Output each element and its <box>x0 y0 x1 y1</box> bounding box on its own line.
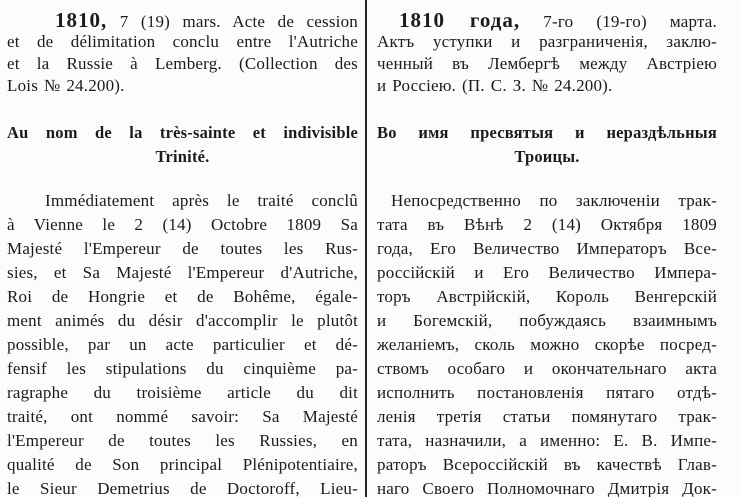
text-line: qualité de Son principal Plénipotentiaire, <box>7 455 358 474</box>
french-heading-first-line <box>7 9 358 31</box>
russian-subtitle <box>377 121 717 169</box>
text-line: Актъ уступки и разграниченія, заклю- <box>377 32 717 51</box>
russian-body-first-line: Непосредственно по заключеніи трак- <box>391 191 717 210</box>
text-line: à Vienne le 2 (14) Octobre 1809 Sa <box>7 215 358 234</box>
text-line: et de délimitation conclu entre l'Autriche <box>7 32 358 51</box>
text-line: и Россіею. (П. С. З. № 24.200). <box>377 76 613 95</box>
text-line: наго Своего Полномочнаго Дмитрія Док- <box>377 479 717 497</box>
text-line: l'Empereur de toutes les Russies, en <box>7 431 358 450</box>
french-subtitle-line1: Au nom de la très-sainte et indivisible <box>7 123 358 142</box>
french-heading-first-line-rest: 7 (19) mars. Acte de cession <box>119 12 358 31</box>
column-divider-rule <box>365 0 367 497</box>
text-line: possible, par un acte particulier et dé- <box>7 335 358 354</box>
text-line: Lois № 24.200). <box>7 76 125 95</box>
text-line: раторъ Всероссійскій въ качествѣ Глав- <box>377 455 717 474</box>
text-line: тата въ Вѣнѣ 2 (14) Октября 1809 <box>377 215 717 234</box>
text-line: ragraphe du troisième article du dit <box>7 383 358 402</box>
russian-heading-first-line-rest: 7-го (19-го) марта. <box>543 12 717 31</box>
text-line: года, Его Величество Императоръ Все- <box>377 239 717 258</box>
russian-heading-year: 1810 года, <box>399 9 521 31</box>
column-russian <box>377 0 717 497</box>
text-line: и Богемскій, побуждаясь взаимнымъ <box>377 311 717 330</box>
text-line: le Sieur Demetrius de Doctoroff, Lieu- <box>7 479 358 497</box>
french-body-first-line: Immédiatement après le traité conclû <box>45 191 358 210</box>
text-line: sies, et Sa Majesté l'Empereur d'Autriche, <box>7 263 358 282</box>
text-line: тата, назначили, а именно: Е. В. Импе- <box>377 431 717 450</box>
text-line: ment animés du désir d'accomplir le plutôt <box>7 311 358 330</box>
text-line: ченный въ Лембергѣ между Австріею <box>377 54 717 73</box>
russian-heading-first-line <box>377 9 717 31</box>
text-line: traité, ont nommé savoir: Sa Majesté <box>7 407 358 426</box>
text-line: ствомъ особаго и окончательнаго акта <box>377 359 717 378</box>
text-line: россійскій и Его Величество Импера- <box>377 263 717 282</box>
french-subtitle-line2: Trinité. <box>155 147 210 166</box>
text-line: et la Russie à Lemberg. (Collection des <box>7 54 358 73</box>
text-line: fensif les stipulations du cinquième pa- <box>7 359 358 378</box>
french-heading <box>7 9 358 97</box>
text-line: ленія третія статьи помянутаго трак- <box>377 407 717 426</box>
text-line: Roi de Hongrie et de Bohême, égale- <box>7 287 358 306</box>
text-line: Majesté l'Empereur de toutes les Rus- <box>7 239 358 258</box>
text-line: желаніемъ, сколь можно скорѣе посред- <box>377 335 717 354</box>
french-subtitle <box>7 121 358 169</box>
french-heading-year: 1810, <box>55 9 108 31</box>
russian-heading <box>377 9 717 97</box>
russian-subtitle-line2: Троицы. <box>514 147 580 166</box>
russian-body-paragraph <box>377 189 717 497</box>
column-french <box>7 0 358 497</box>
text-line: торъ Австрійскій, Король Венгерскій <box>377 287 717 306</box>
russian-subtitle-line1: Во имя пресвятыя и нераздѣльныя <box>377 123 717 142</box>
text-line: исполнить постановленія пятаго отдѣ- <box>377 383 717 402</box>
french-body-paragraph <box>7 189 358 497</box>
